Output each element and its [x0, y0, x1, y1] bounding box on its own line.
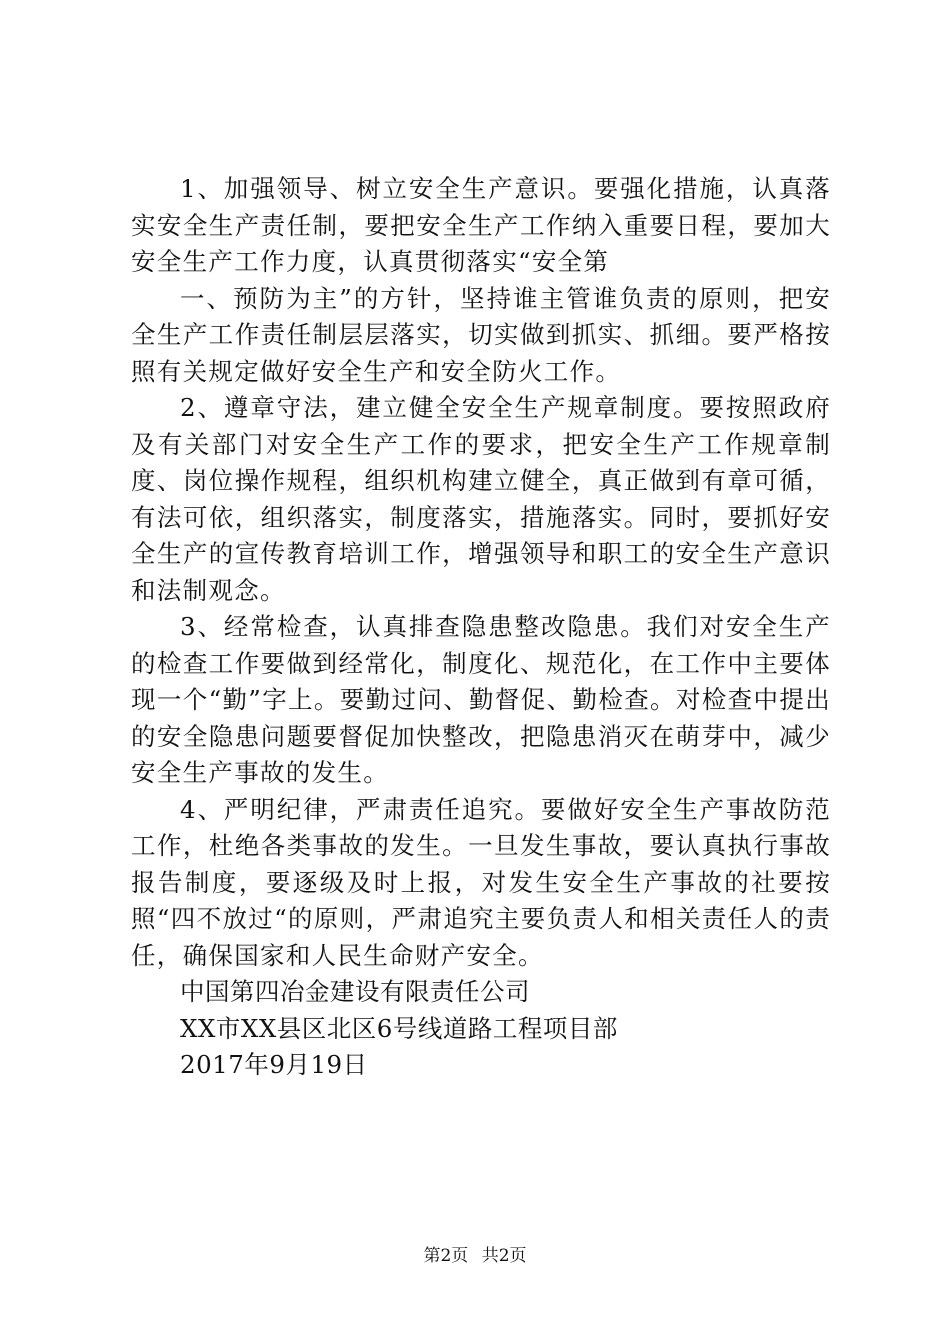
paragraph-2: 一、预防为主”的方针，坚持谁主管谁负责的原则，把安全生产工作责任制层层落实，切实做到抓实、抓细。要严格按照有关规定做好安全生产和安全防火工作。: [131, 283, 831, 386]
signature-date: 2017年9月19日: [180, 1050, 368, 1079]
document-body: [131, 171, 831, 1084]
signature-company: 中国第四冶金建设有限责任公司: [180, 977, 530, 1006]
page-total: 共2页: [481, 1246, 527, 1266]
paragraph-1: 1、加强领导、树立安全生产意识。要强化措施，认真落实安全生产责任制，要把安全生产工作纳入重要日程，要加大安全生产工作力度，认真贯彻落实“安全第: [131, 174, 831, 276]
paragraph-5: 4、严明纪律，严肃责任追究。要做好安全生产事故防范工作，杜绝各类事故的发生。一旦发生事故，要认真执行事故报告制度，要逐级及时上报，对发生安全生产事故的社要按照“四不放过“的原则，严肃追究主要负责人和相关责任人的责任，确保国家和人民生命财产安全。: [131, 794, 831, 970]
page-footer: [0, 1244, 950, 1268]
page-number: 第2页: [423, 1246, 469, 1266]
paragraph-4: 3、经常检查，认真排查隐患整改隐患。我们对安全生产的检查工作要做到经常化，制度化、规范化，在工作中主要体现一个“勤”字上。要勤过问、勤督促、勤检查。对检查中提出的安全隐患问题要督促加快整改，把隐患消灭在萌芽中，减少安全生产事故的发生。: [131, 612, 831, 787]
signature-department: XX市XX县区北区6号线道路工程项目部: [180, 1013, 618, 1043]
paragraph-3: 2、遵章守法，建立健全安全生产规章制度。要按照政府及有关部门对安全生产工作的要求，把安全生产工作规章制度、岗位操作规程，组织机构建立健全，真正做到有章可循，有法可依，组织落实，制度落实，措施落实。同时，要抓好安全生产的宣传教育培训工作，增强领导和职工的安全生产意识和法制观念。: [131, 393, 831, 605]
